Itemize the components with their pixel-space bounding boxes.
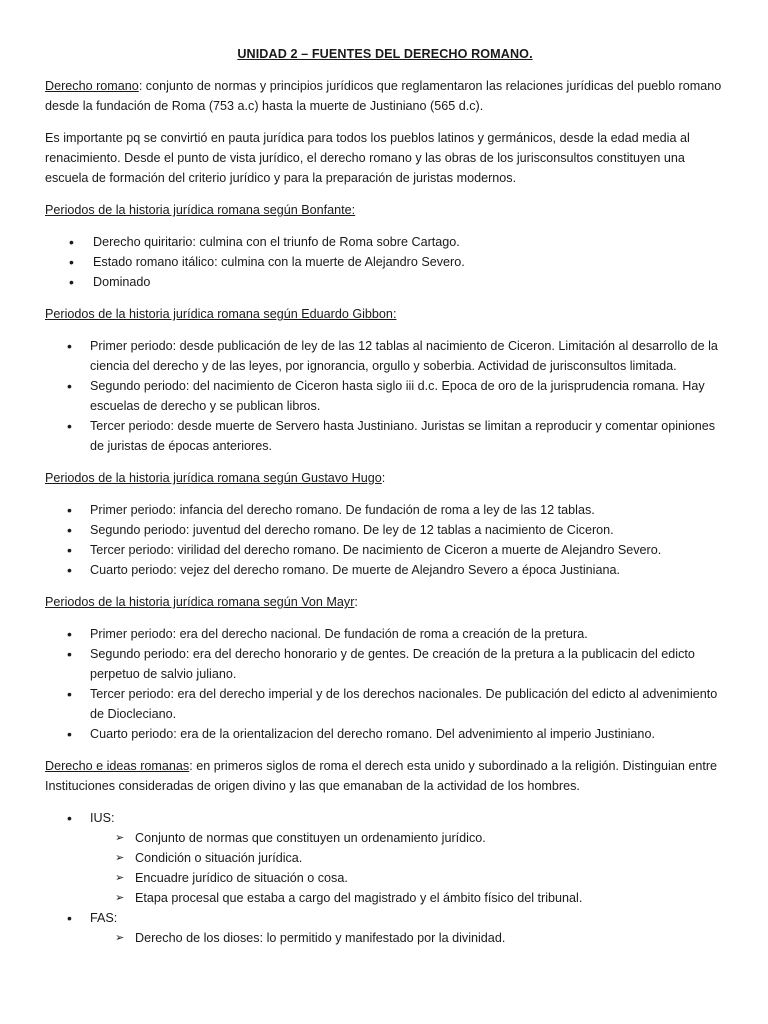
fas-item bbox=[45, 908, 725, 948]
bonfante-list bbox=[45, 232, 725, 292]
list-item: • Estado romano itálico: culmina con la muerte de Alejandro Severo. bbox=[45, 252, 725, 272]
fas-sublist bbox=[90, 928, 725, 948]
intro-term: Derecho romano bbox=[45, 79, 139, 93]
ius-fas-list bbox=[45, 808, 725, 948]
hugo-heading-suffix: : bbox=[381, 471, 386, 485]
ius-sublist bbox=[90, 828, 725, 908]
list-item: • Dominado bbox=[45, 272, 725, 292]
ideas-text: : en primeros siglos de roma el derech esta unido y subordinado a la religión. Distinguian entre Instituciones consideradas de origen divino y las que emanaban de la actividad de los hombres. bbox=[45, 759, 718, 793]
list-item: • Derecho quiritario: culmina con el triunfo de Roma sobre Cartago. bbox=[45, 232, 725, 252]
list-item: • Tercer periodo: virilidad del derecho romano. De nacimiento de Ciceron a muerte de Alejandro Severo. bbox=[45, 540, 725, 560]
ideas-paragraph bbox=[45, 756, 725, 796]
list-item: • Segundo periodo: juventud del derecho romano. De ley de 12 tablas a nacimiento de Ciceron. bbox=[45, 520, 725, 540]
gibbon-heading: Periodos de la historia jurídica romana según Eduardo Gibbon: bbox=[45, 307, 397, 321]
list-item: • Tercer periodo: desde muerte de Servero hasta Justiniano. Juristas se limitan a reproducir y comentar opiniones de juristas de épocas anteriores. bbox=[45, 416, 725, 456]
list-item: • Tercer periodo: era del derecho imperial y de los derechos nacionales. De publicación del edicto al advenimiento de Diocleciano. bbox=[45, 684, 725, 724]
list-item: • Primer periodo: era del derecho nacional. De fundación de roma a creación de la pretura. bbox=[45, 624, 725, 644]
gibbon-list bbox=[45, 336, 725, 456]
hugo-heading: Periodos de la historia jurídica romana según Gustavo Hugo bbox=[45, 471, 382, 485]
ideas-term: Derecho e ideas romanas bbox=[45, 759, 190, 773]
hugo-heading-row bbox=[45, 468, 725, 488]
mayr-heading: Periodos de la historia jurídica romana según Von Mayr bbox=[45, 595, 355, 609]
list-item: • Cuarto periodo: vejez del derecho romano. De muerte de Alejandro Severo a época Justiniana. bbox=[45, 560, 725, 580]
mayr-heading-row bbox=[45, 592, 725, 612]
document-page bbox=[45, 44, 725, 960]
page-title: UNIDAD 2 – FUENTES DEL DERECHO ROMANO. bbox=[237, 47, 533, 61]
list-item: • Segundo periodo: era del derecho honorario y de gentes. De creación de la pretura a la publicacin del edicto perpetuo de salvio juliano. bbox=[45, 644, 725, 684]
list-item: • Primer periodo: desde publicación de ley de las 12 tablas al nacimiento de Ciceron. Limitación al desarrollo de la ciencia del derecho y de las leyes, por ignorancia, orgullo y soberbia. Actividad de jurisconsultos limitada. bbox=[45, 336, 725, 376]
ius-item bbox=[45, 808, 725, 908]
mayr-heading-suffix: : bbox=[354, 595, 358, 609]
ius-label: IUS: bbox=[90, 811, 115, 825]
intro-text: : conjunto de normas y principios jurídicos que reglamentaron las relaciones jurídicas del pueblo romano desde la fundación de Roma (753 a.c) hasta la muerte de Justiniano (565 d.c). bbox=[45, 79, 722, 113]
intro-paragraph bbox=[45, 76, 725, 116]
list-item: ➢ Conjunto de normas que constituyen un ordenamiento jurídico. bbox=[90, 828, 725, 848]
fas-label: FAS: bbox=[90, 911, 118, 925]
list-item: • Segundo periodo: del nacimiento de Ciceron hasta siglo iii d.c. Epoca de oro de la jurisprudencia romana. Hay escuelas de derecho y se publican libros. bbox=[45, 376, 725, 416]
bonfante-heading: Periodos de la historia jurídica romana según Bonfante: bbox=[45, 203, 356, 217]
list-item: ➢ Etapa procesal que estaba a cargo del magistrado y el ámbito físico del tribunal. bbox=[90, 888, 725, 908]
list-item: • Primer periodo: infancia del derecho romano. De fundación de roma a ley de las 12 tablas. bbox=[45, 500, 725, 520]
hugo-list bbox=[45, 500, 725, 580]
list-item: ➢ Condición o situación jurídica. bbox=[90, 848, 725, 868]
importance-paragraph: Es importante pq se convirtió en pauta jurídica para todos los pueblos latinos y germánicos, desde la edad media al renacimiento. Desde el punto de vista jurídico, el derecho romano y las obras de los jurisconsultos constituyen una escuela de formación del criterio jurídico y para la preparación de juristas modernos. bbox=[45, 131, 690, 185]
mayr-list bbox=[45, 624, 725, 744]
list-item: ➢ Derecho de los dioses: lo permitido y manifestado por la divinidad. bbox=[90, 928, 725, 948]
list-item: ➢ Encuadre jurídico de situación o cosa. bbox=[90, 868, 725, 888]
list-item: • Cuarto periodo: era de la orientalizacion del derecho romano. Del advenimiento al imperio Justiniano. bbox=[45, 724, 725, 744]
